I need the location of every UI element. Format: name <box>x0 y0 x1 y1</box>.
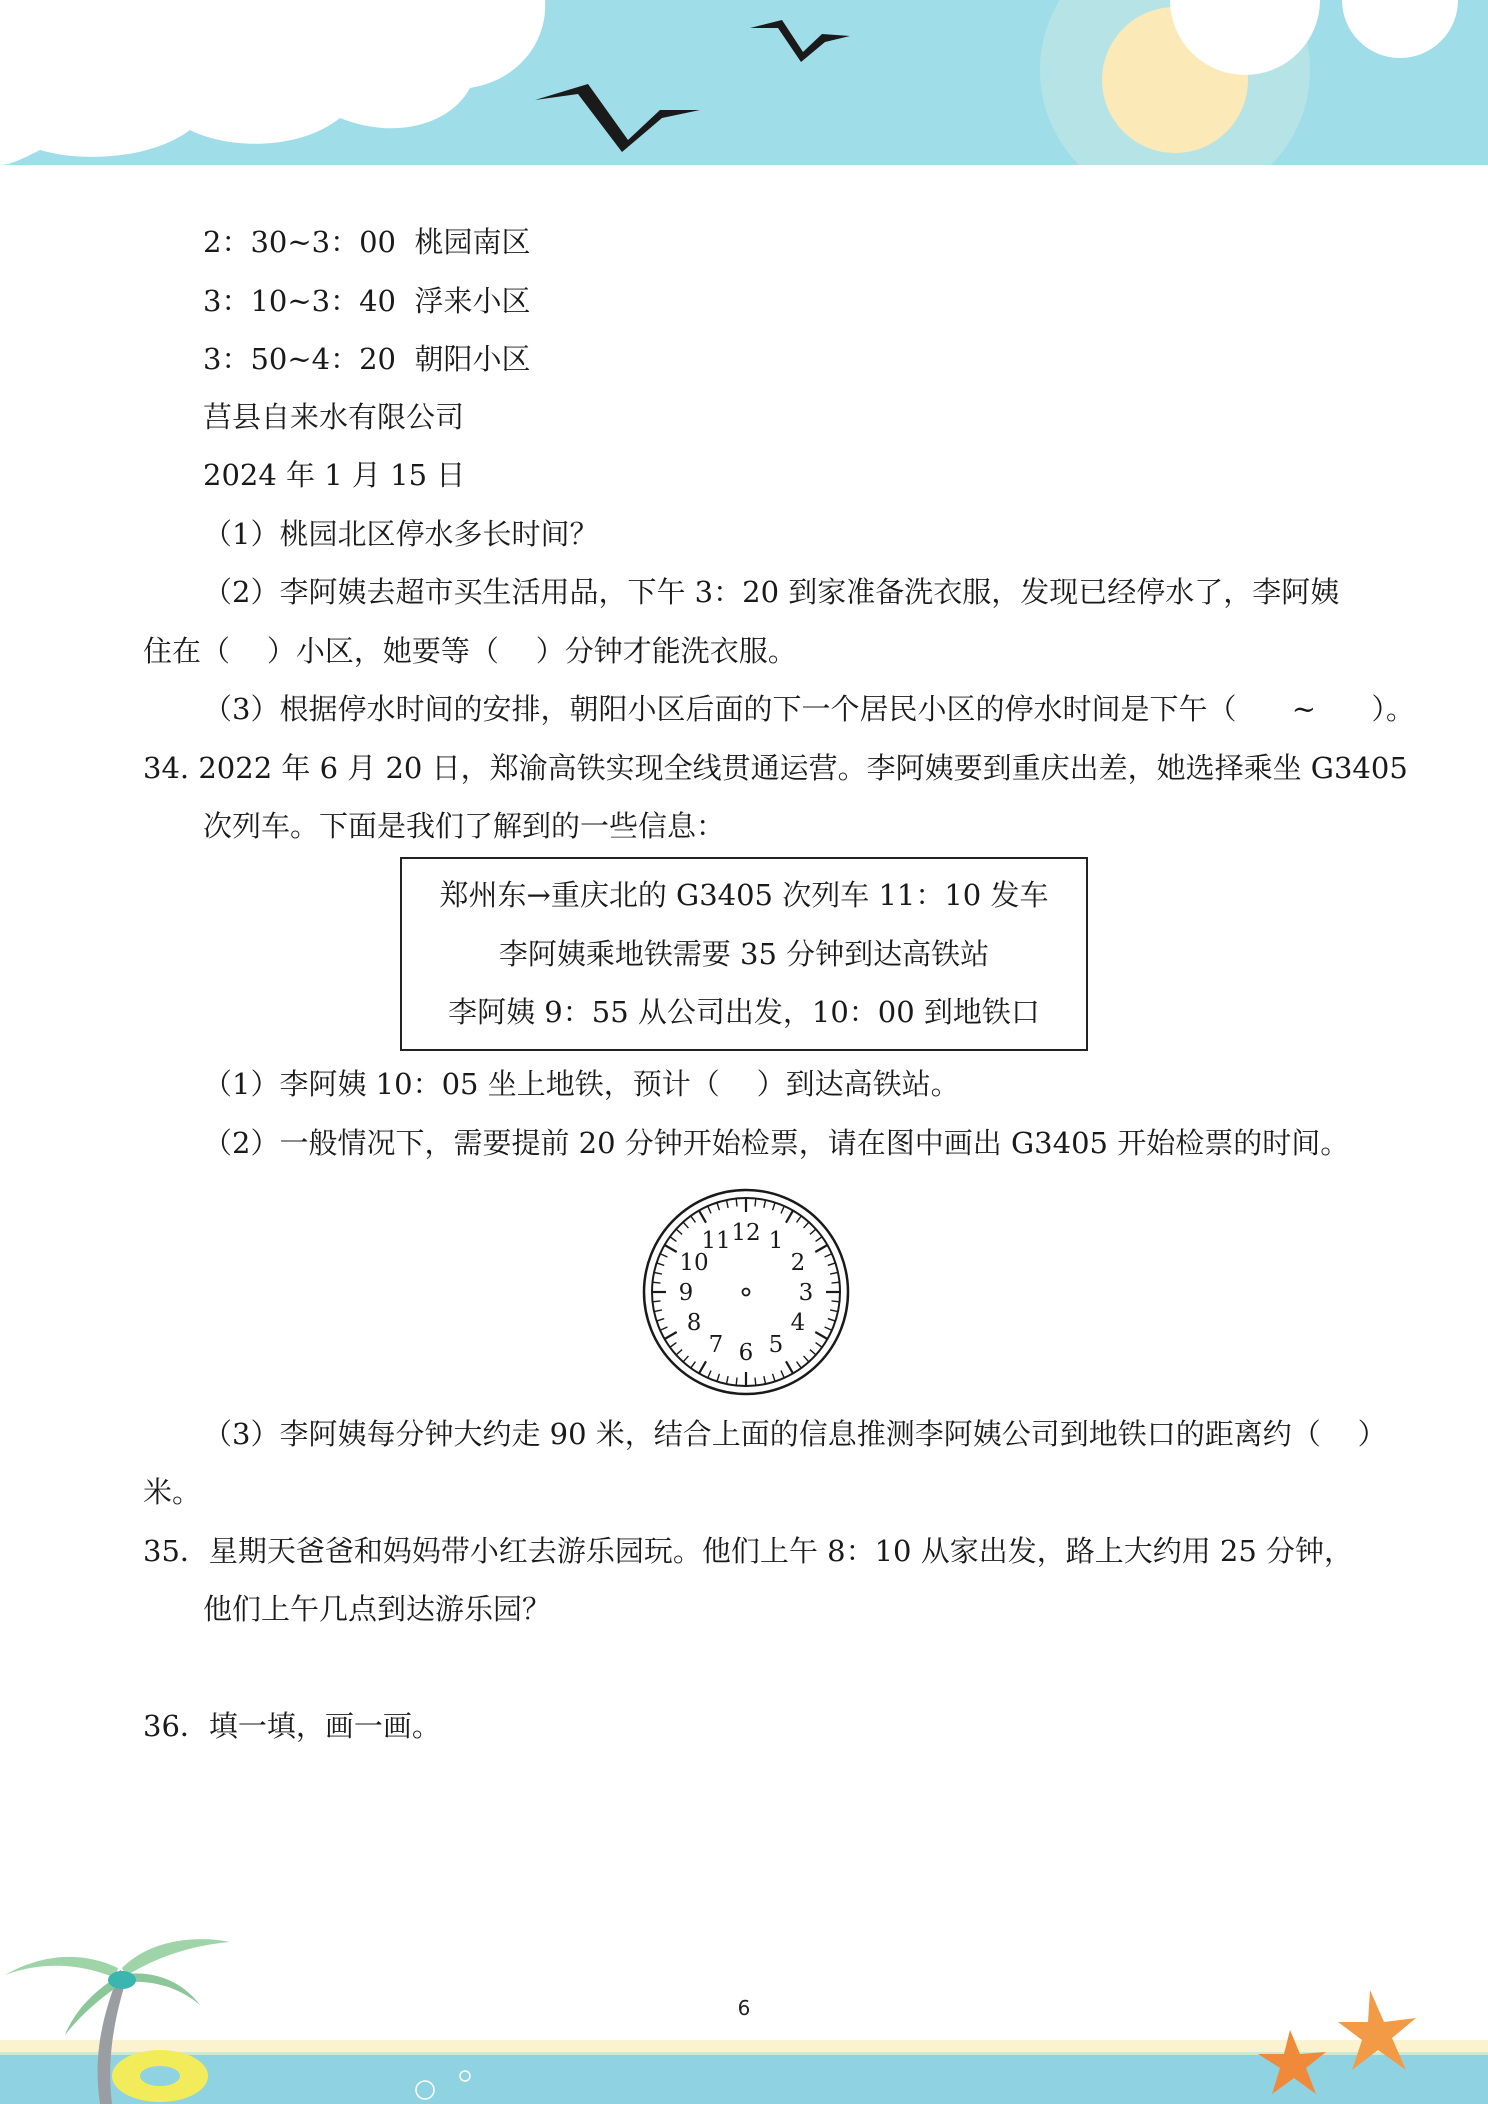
clock-tick <box>653 1282 661 1283</box>
schedule-line: 3：10~3：40 浮来小区 <box>203 284 531 318</box>
q34-stem-line1: 34. 2022 年 6 月 20 日，郑渝高铁实现全线贯通运营。李阿姨要到重庆出差，她选择乘坐 G3405 <box>143 751 1408 785</box>
clock-face[interactable] <box>640 1186 852 1398</box>
q33-part3: （3）根据停水时间的安排，朝阳小区后面的下一个居民小区的停水时间是下午（ ~ ）。 <box>203 692 1415 726</box>
clock-number: 2 <box>790 1250 806 1276</box>
schedule-line: 3：50~4：20 朝阳小区 <box>203 342 531 376</box>
clock-number: 6 <box>738 1340 754 1366</box>
clock-tick <box>832 1301 840 1302</box>
clock-number: 5 <box>768 1331 784 1358</box>
info-box <box>400 857 1088 1051</box>
q36-stem: 36．填一填，画一画。 <box>143 1709 441 1743</box>
q35-stem-line1: 35．星期天爸爸和妈妈带小红去游乐园玩。他们上午 8：10 从家出发，路上大约用 25 分钟， <box>143 1534 1354 1568</box>
clock-number: 4 <box>790 1310 806 1336</box>
palm-leaf-icon <box>122 1939 230 1976</box>
notice-issuer: 莒县自来水有限公司 <box>203 400 465 434</box>
clock-tick <box>832 1282 840 1283</box>
clock-number: 7 <box>708 1331 724 1358</box>
q34-stem-line2: 次列车。下面是我们了解到的一些信息： <box>203 809 726 843</box>
clock-tick <box>736 1378 737 1386</box>
info-line: 郑州东→重庆北的 G3405 次列车 11：10 发车 <box>439 878 1049 912</box>
clock-tick <box>736 1199 737 1207</box>
q35-stem-line2: 他们上午几点到达游乐园？ <box>203 1592 552 1626</box>
clock-number: 3 <box>798 1280 814 1306</box>
q34-part3-line2: 米。 <box>143 1475 202 1509</box>
clock-number: 9 <box>678 1280 694 1306</box>
clock-number: 11 <box>701 1228 731 1255</box>
clock-tick <box>653 1301 661 1302</box>
q33-part2-line2: 住在（ ）小区，她要等（ ）分钟才能洗衣服。 <box>143 634 797 668</box>
clock-number: 8 <box>686 1310 702 1336</box>
clock-number: 10 <box>679 1250 709 1276</box>
notice-date: 2024 年 1 月 15 日 <box>203 458 466 492</box>
clock-number: 12 <box>731 1220 761 1246</box>
clock-tick <box>755 1199 756 1207</box>
q33-part2-line1: （2）李阿姨去超市买生活用品，下午 3：20 到家准备洗衣服，发现已经停水了，李阿姨 <box>203 575 1340 609</box>
info-line: 李阿姨 9：55 从公司出发，10：00 到地铁口 <box>448 995 1040 1029</box>
clock-number: 1 <box>768 1228 784 1255</box>
q34-part3-line1: （3）李阿姨每分钟大约走 90 米，结合上面的信息推测李阿姨公司到地铁口的距离约（ ） <box>203 1417 1387 1451</box>
clock-tick <box>755 1378 756 1386</box>
q34-part1: （1）李阿姨 10：05 坐上地铁，预计（ ）到达高铁站。 <box>203 1067 960 1101</box>
info-line: 李阿姨乘地铁需要 35 分钟到达高铁站 <box>498 937 990 971</box>
palm-leaf-icon <box>5 1957 118 1978</box>
q34-part2: （2）一般情况下，需要提前 20 分钟开始检票，请在图中画出 G3405 开始检票的时间。 <box>203 1126 1350 1160</box>
header-sky-decoration <box>0 0 1488 170</box>
clock-center-dot <box>743 1289 750 1296</box>
page-number: 6 <box>737 1996 751 2020</box>
q33-part1: （1）桃园北区停水多长时间？ <box>203 517 599 551</box>
schedule-line: 2：30~3：00 桃园南区 <box>203 225 531 259</box>
